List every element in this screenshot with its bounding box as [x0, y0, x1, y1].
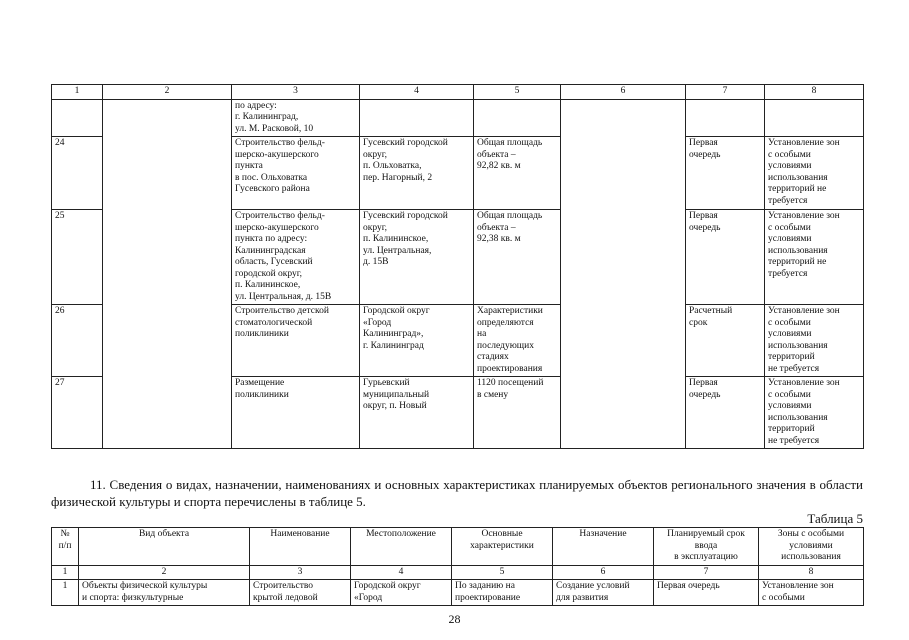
col-header: Зоны с особыми условиями использования: [759, 528, 864, 566]
cell-term: Первая очередь: [686, 210, 765, 305]
col-number: 6: [553, 565, 654, 580]
cell-num: 25: [52, 210, 103, 305]
cell-characteristics: По заданию на проектирование: [452, 580, 553, 606]
section-paragraph: 11. Сведения о видах, назначении, наименованиях и основных характеристиках планируемых объектов регионального значения в области физической культуры и спорта перечислены в таблице 5.: [51, 477, 863, 509]
cell-kind: [103, 99, 232, 449]
cell-name: Строительство фельд- шерско-акушерского пункта по адресу: Калининградская область, Гусевский городской округ, п. Калининское, ул. Центральная, д. 15В: [232, 210, 360, 305]
table-number-row: [52, 565, 864, 580]
table-sport-objects: [51, 527, 864, 606]
cell-name: Строительство фельд- шерско-акушерского пункта в пос. Ольховатка Гусевского района: [232, 137, 360, 210]
table-health-objects: [51, 84, 864, 449]
cell-name: Размещение поликлиники: [232, 377, 360, 449]
cell-name: по адресу: г. Калининград, ул. М. Расковой, 10: [232, 99, 360, 137]
cell-term: Первая очередь: [686, 137, 765, 210]
col-header: Основные характеристики: [452, 528, 553, 566]
col-header: 4: [360, 85, 474, 100]
cell-num: [52, 99, 103, 137]
col-number: 7: [654, 565, 759, 580]
col-header: 2: [103, 85, 232, 100]
cell-name: Строительство крытой ледовой: [250, 580, 351, 606]
cell-zones: Установление зон с особыми условиями использования территорий не требуется: [765, 210, 864, 305]
cell-characteristics: 1120 посещений в смену: [474, 377, 561, 449]
cell-characteristics: [474, 99, 561, 137]
cell-location: Гусевский городской округ, п. Ольховатка, пер. Нагорный, 2: [360, 137, 474, 210]
cell-kind: Объекты физической культуры и спорта: физкультурные: [79, 580, 250, 606]
col-header: 7: [686, 85, 765, 100]
cell-purpose: [561, 99, 686, 449]
cell-term: Первая очередь: [654, 580, 759, 606]
col-header: Планируемый срок ввода в эксплуатацию: [654, 528, 759, 566]
table-caption: Таблица 5: [807, 511, 863, 526]
col-header: Местоположение: [351, 528, 452, 566]
table-header-row: [52, 85, 864, 100]
cell-location: Гусевский городской округ, п. Калининское, ул. Центральная, д. 15В: [360, 210, 474, 305]
col-header: № п/п: [52, 528, 79, 566]
cell-zones: Установление зон с особыми условиями использования территорий не требуется: [765, 137, 864, 210]
cell-name: Строительство детской стоматологической поликлиники: [232, 305, 360, 377]
col-header: Назначение: [553, 528, 654, 566]
cell-num: 26: [52, 305, 103, 377]
col-number: 3: [250, 565, 351, 580]
col-header: 6: [561, 85, 686, 100]
col-header: Наименование: [250, 528, 351, 566]
cell-num: 27: [52, 377, 103, 449]
col-header: 1: [52, 85, 103, 100]
table-header-row: [52, 528, 864, 566]
col-header: 5: [474, 85, 561, 100]
col-number: 4: [351, 565, 452, 580]
cell-characteristics: Характеристики определяются на последующих стадиях проектирования: [474, 305, 561, 377]
cell-term: [686, 99, 765, 137]
cell-num: 24: [52, 137, 103, 210]
table-row: [52, 99, 864, 137]
cell-purpose: Создание условий для развития: [553, 580, 654, 606]
col-number: 1: [52, 565, 79, 580]
cell-location: [360, 99, 474, 137]
col-number: 2: [79, 565, 250, 580]
col-number: 5: [452, 565, 553, 580]
col-header: 3: [232, 85, 360, 100]
table-row: [52, 580, 864, 606]
cell-location: Гурьевский муниципальный округ, п. Новый: [360, 377, 474, 449]
cell-characteristics: Общая площадь объекта – 92,38 кв. м: [474, 210, 561, 305]
cell-num: 1: [52, 580, 79, 606]
col-number: 8: [759, 565, 864, 580]
cell-zones: Установление зон с особыми: [759, 580, 864, 606]
cell-location: Городской округ «Город: [351, 580, 452, 606]
cell-zones: [765, 99, 864, 137]
page-number: 28: [448, 612, 461, 626]
col-header: Вид объекта: [79, 528, 250, 566]
cell-term: Первая очередь: [686, 377, 765, 449]
cell-zones: Установление зон с особыми условиями использования территорий не требуется: [765, 377, 864, 449]
cell-term: Расчетный срок: [686, 305, 765, 377]
cell-characteristics: Общая площадь объекта – 92,82 кв. м: [474, 137, 561, 210]
col-header: 8: [765, 85, 864, 100]
cell-location: Городской округ «Город Калининград», г. Калининград: [360, 305, 474, 377]
cell-zones: Установление зон с особыми условиями использования территорий не требуется: [765, 305, 864, 377]
